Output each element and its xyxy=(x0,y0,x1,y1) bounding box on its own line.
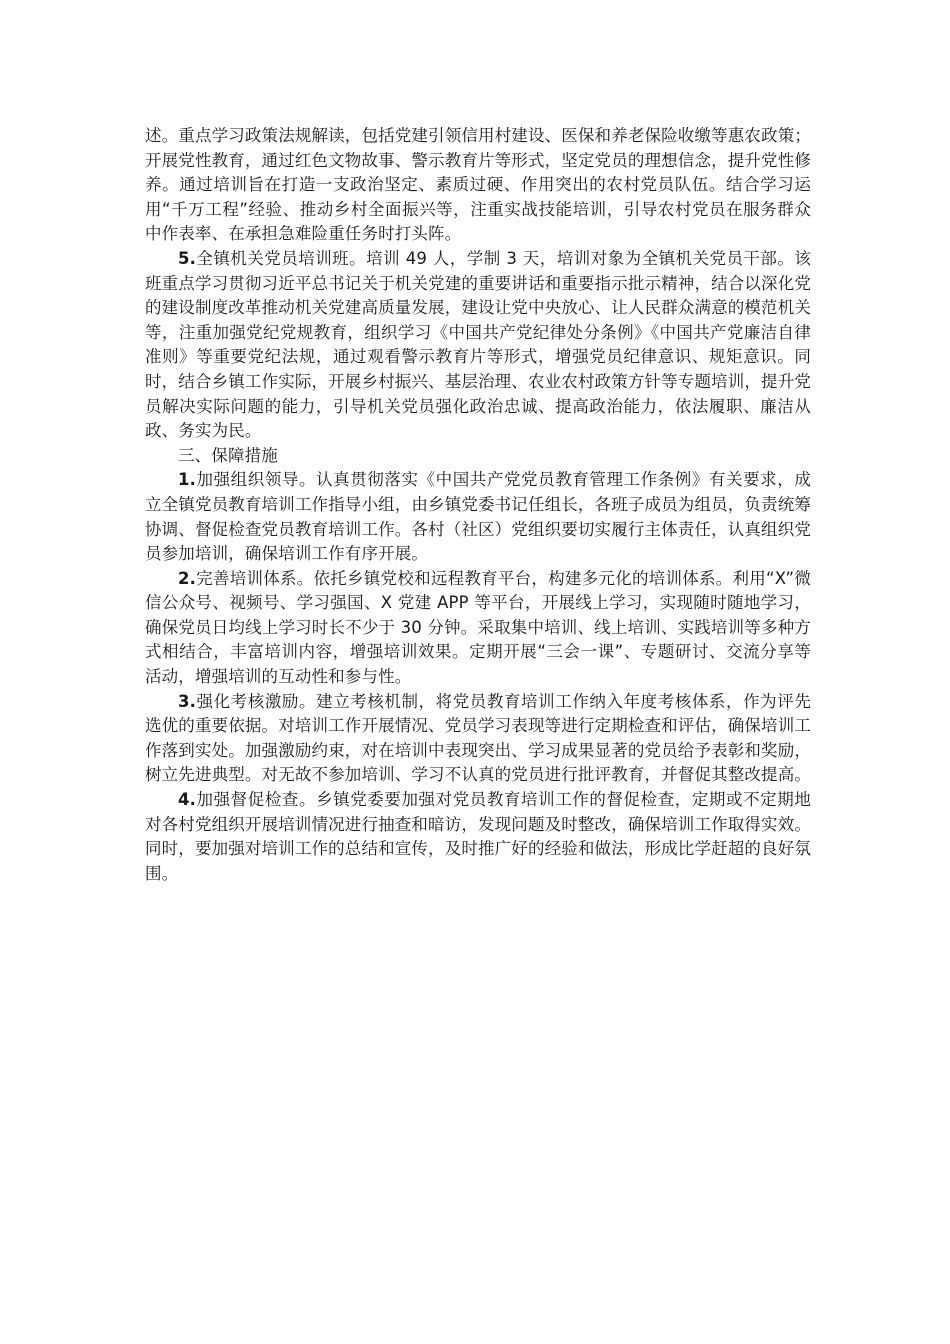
paragraph-text: 全镇机关党员培训班。培训 49 人，学制 3 天，培训对象为全镇机关党员干部。该班重点学习贯彻习近平总书记关于机关党建的重要讲话和重要指示批示精神，结合以深化党的建设制度改革推动机关党建高质量发展，建设让党中央放心、让人民群众满意的模范机关等，注重加强党纪党规教育，组织学习《中国共产党纪律处分条例》《中国共产党廉洁自律准则》等重要党纪法规，通过观看警示教育片等形式，增强党员纪律意识、规矩意识。同时，结合乡镇工作实际，开展乡村振兴、基层治理、农业农村政策方针等专题培训，提升党员解决实际问题的能力，引导机关党员强化政治忠诚、提高政治能力，依法履职、廉洁从政、务实为民。 xyxy=(145,248,811,441)
document-body xyxy=(145,124,811,886)
paragraph-item-5 xyxy=(145,247,811,444)
section-heading-text: 三、保障措施 xyxy=(178,445,278,465)
paragraph-text: 述。重点学习政策法规解读，包括党建引领信用村建设、医保和养老保险收缴等惠农政策；开展党性教育，通过红色文物故事、警示教育片等形式，坚定党员的理想信念，提升党性修养。通过培训旨在打造一支政治坚定、素质过硬、作用突出的农村党员队伍。结合学习运用“千万工程”经验、推动乡村全面振兴等，注重实战技能培训，引导农村党员在服务群众中作表率、在承担急难险重任务时打头阵。 xyxy=(145,126,811,244)
paragraph-number: 2. xyxy=(178,568,197,588)
paragraph-item-4 xyxy=(145,788,811,886)
paragraph-text: 完善培训体系。依托乡镇党校和远程教育平台，构建多元化的培训体系。利用“X”微信公众号、视频号、学习强国、X 党建 APP 等平台，开展线上学习，实现随时随地学习，确保党员日均线上学习时长不少于 30 分钟。采取集中培训、线上培训、实践培训等多种方式相结合，丰富培训内容，增强培训效果。定期开展“三会一课”、专题研讨、交流分享等活动，增强培训的互动性和参与性。 xyxy=(145,568,811,687)
paragraph-text: 加强督促检查。乡镇党委要加强对党员教育培训工作的督促检查，定期或不定期地对各村党组织开展培训情况进行抽查和暗访，发现问题及时整改，确保培训工作取得实效。同时，要加强对培训工作的总结和宣传，及时推广好的经验和做法，形成比学赶超的良好氛围。 xyxy=(145,790,811,883)
section-heading xyxy=(145,444,811,469)
paragraph-text: 强化考核激励。建立考核机制，将党员教育培训工作纳入年度考核体系，作为评先选优的重要依据。对培训工作开展情况、党员学习表现等进行定期检查和评估，确保培训工作落到实处。加强激励约束，对在培训中表现突出、学习成果显著的党员给予表彰和奖励，树立先进典型。对无故不参加培训、学习不认真的党员进行批评教育，并督促其整改提高。 xyxy=(145,691,811,785)
paragraph-continuation xyxy=(145,124,811,247)
paragraph-number: 4. xyxy=(178,790,197,810)
paragraph-item-1 xyxy=(145,468,811,566)
paragraph-number: 1. xyxy=(178,470,197,490)
paragraph-item-2 xyxy=(145,567,811,690)
paragraph-item-3 xyxy=(145,690,811,788)
paragraph-number: 5. xyxy=(178,248,197,268)
paragraph-text: 加强组织领导。认真贯彻落实《中国共产党党员教育管理工作条例》有关要求，成立全镇党员教育培训工作指导小组，由乡镇党委书记任组长，各班子成员为组员，负责统筹协调、督促检查党员教育培训工作。各村（社区）党组织要切实履行主体责任，认真组织党员参加培训，确保培训工作有序开展。 xyxy=(145,470,811,564)
paragraph-number: 3. xyxy=(178,691,197,711)
